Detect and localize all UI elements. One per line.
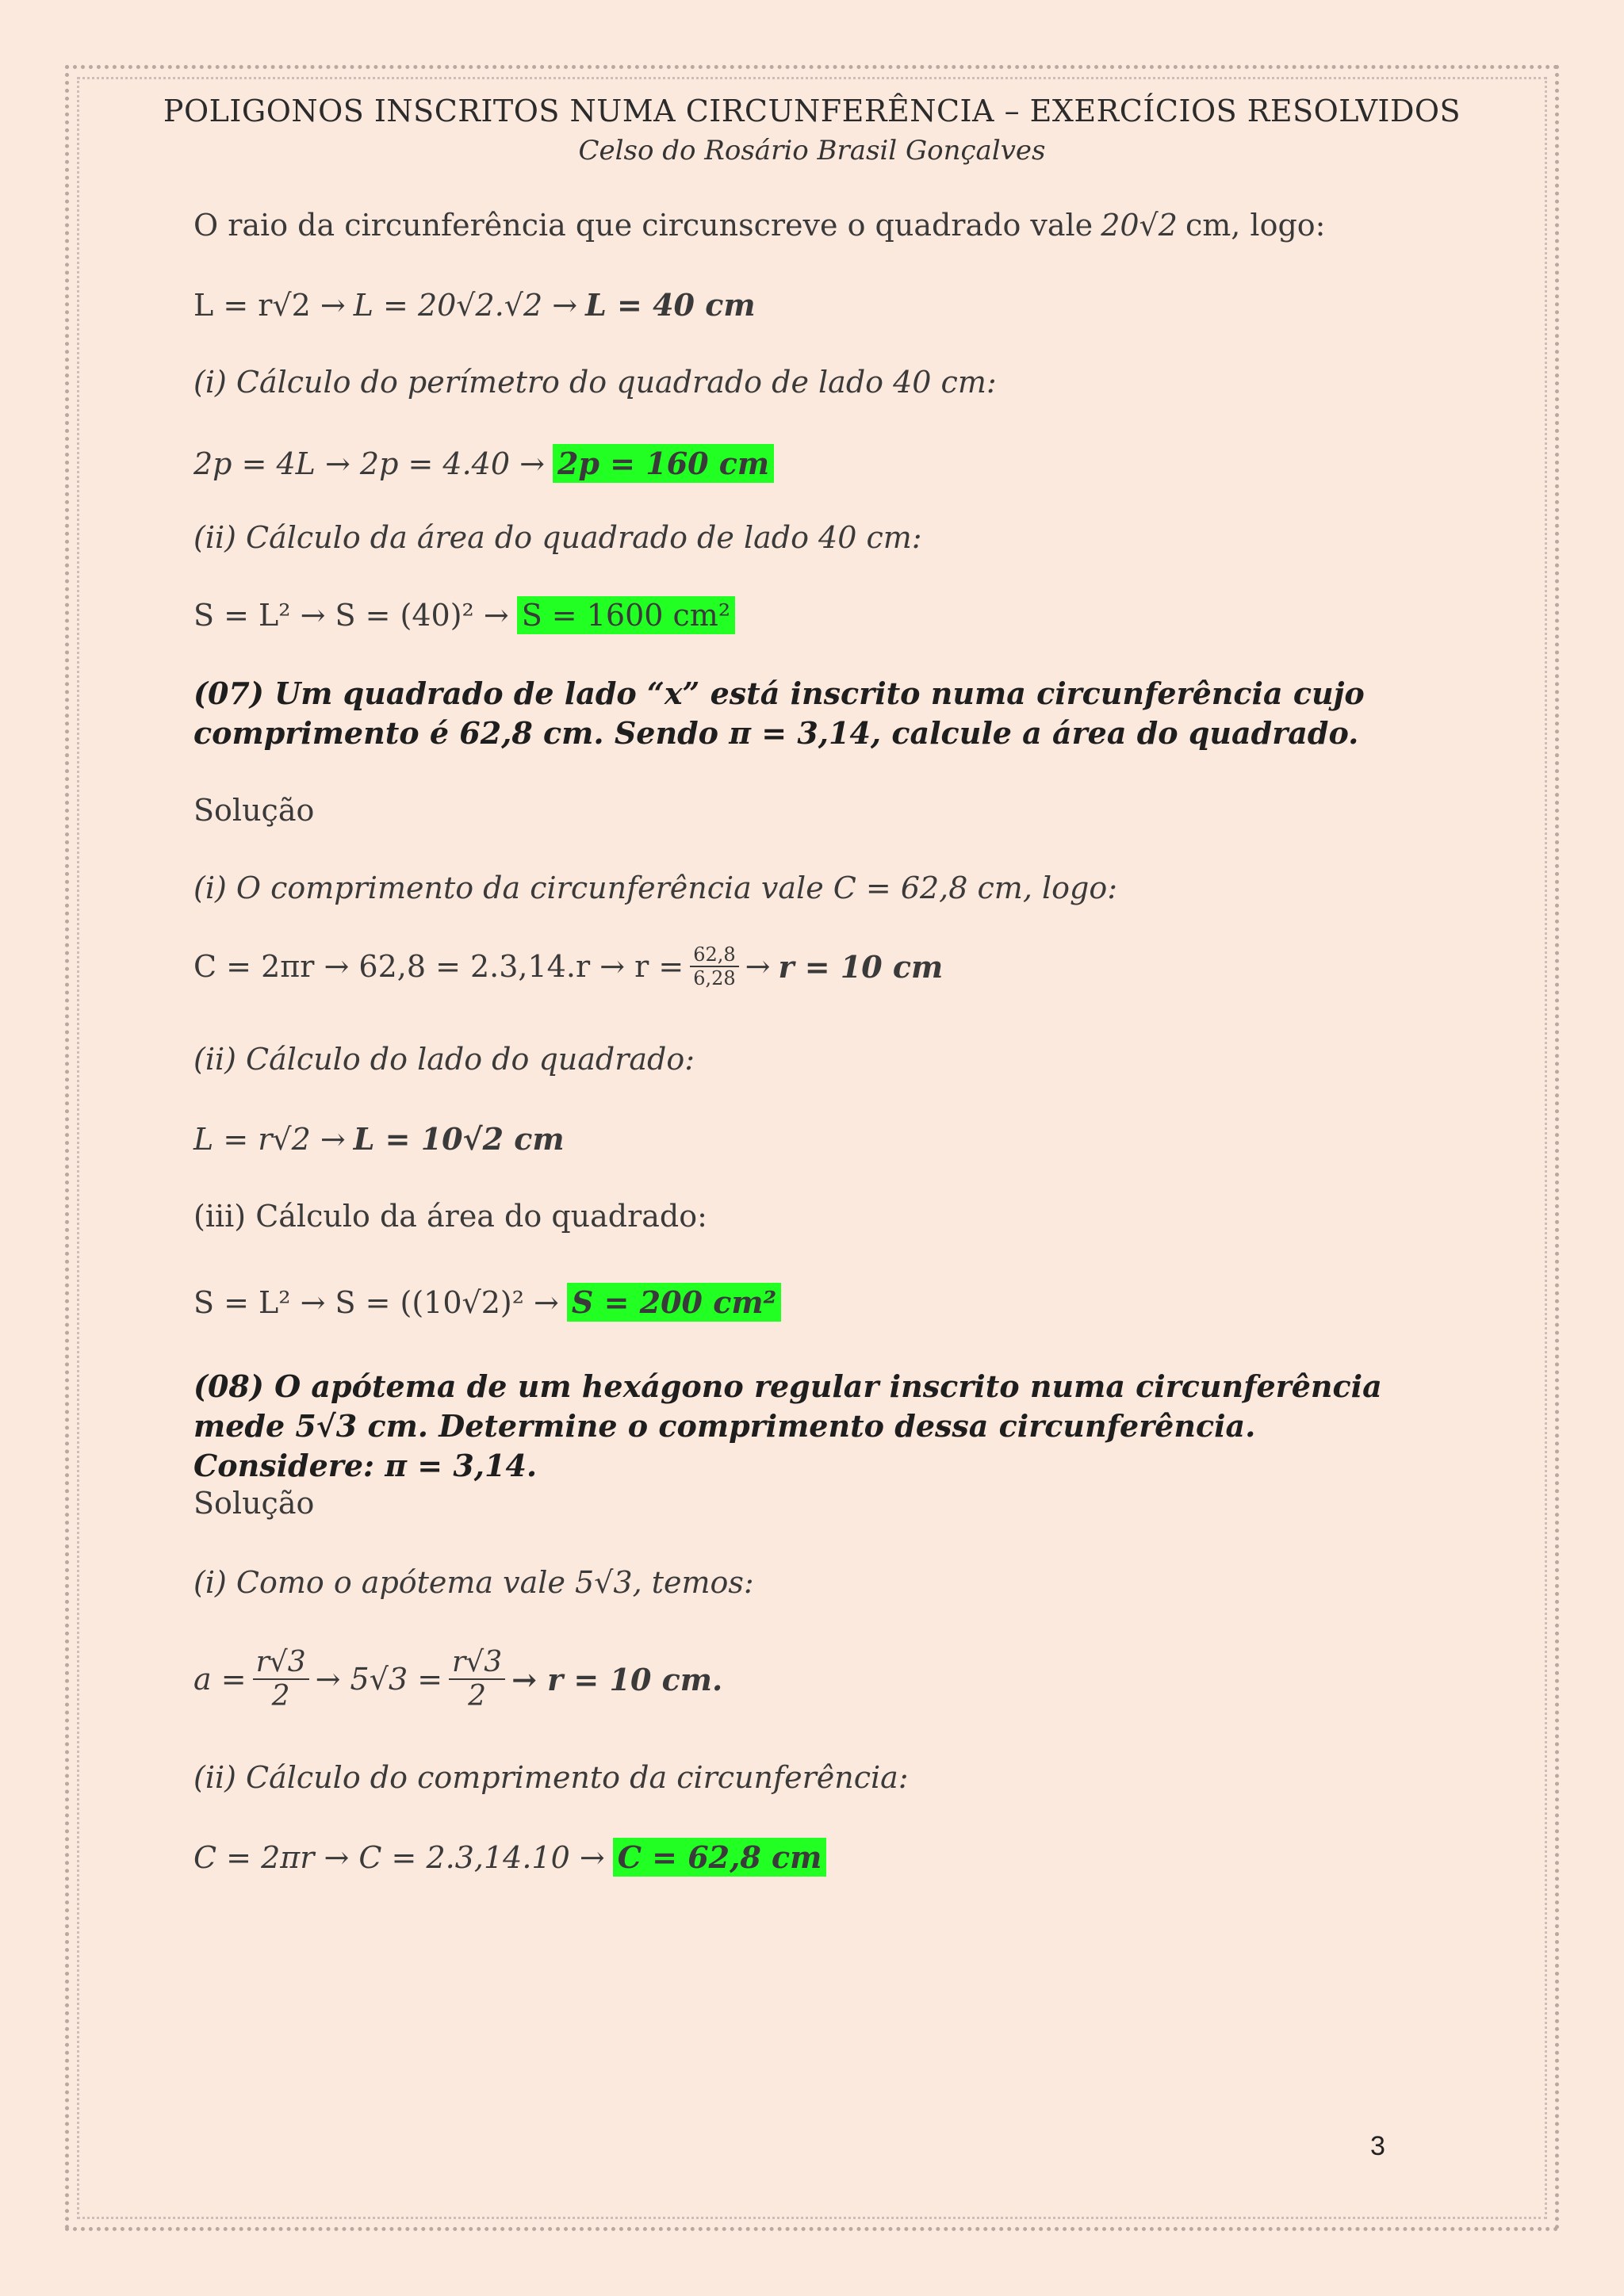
- circumference-length-equation: [193, 1838, 826, 1877]
- side-eq-part2: L = 20√2.√2 →: [353, 287, 578, 323]
- apothem-fraction-1: [253, 1646, 309, 1712]
- apothem-equation: [193, 1646, 722, 1712]
- page-author: Celso do Rosário Brasil Gonçalves: [578, 135, 1046, 166]
- area-result: S = 1600 cm²: [517, 596, 735, 634]
- apothem-result: → r = 10 cm.: [511, 1661, 723, 1697]
- radius-equation: C = 2πr → 62,8 = 2.3,14.r → r = $\frac{62,8}{6,28}$ → r = 10 cm: [193, 943, 944, 989]
- side-equation: [193, 287, 756, 323]
- radius-value: 20√2: [1101, 208, 1178, 243]
- square-side-equation: [193, 1121, 565, 1157]
- radius-eq: C = 2πr → 62,8 = 2.3,14.r → r =: [193, 949, 684, 984]
- square-area-equation: [193, 1283, 781, 1322]
- area-heading: (ii) Cálculo da área do quadrado de lado 40 cm:: [193, 520, 922, 555]
- square-side-heading: (ii) Cálculo do lado do quadrado:: [193, 1042, 695, 1077]
- solution-label-08: Solução: [193, 1486, 315, 1521]
- page-number: 3: [1370, 2131, 1385, 2161]
- square-side-result: L = 10√2 cm: [353, 1121, 565, 1157]
- circumference-result: C = 62,8 cm: [613, 1838, 827, 1877]
- radius-fraction: [690, 943, 738, 989]
- perimeter-equation: [193, 444, 774, 483]
- solution-label-07: Solução: [193, 793, 315, 828]
- square-area-heading: (iii) Cálculo da área do quadrado:: [193, 1199, 707, 1234]
- fraction-denominator: 6,28: [693, 967, 736, 989]
- side-result: L = 40 cm: [585, 287, 756, 323]
- page-title: POLIGONOS INSCRITOS NUMA CIRCUNFERÊNCIA – EXERCÍCIOS RESOLVIDOS: [163, 94, 1461, 128]
- circumference-length-heading: (ii) Cálculo do comprimento da circunferência:: [193, 1760, 909, 1795]
- apothem-eq-b: → 5√3 =: [315, 1662, 443, 1697]
- intro-line: [193, 208, 1325, 243]
- apothem-heading: (i) Como o apótema vale 5√3, temos:: [193, 1565, 754, 1600]
- area-equation: [193, 596, 735, 634]
- square-side-eq: L = r√2 →: [193, 1121, 346, 1157]
- fraction-numerator: r√3: [449, 1646, 505, 1680]
- exercise-08-statement: (08) O apótema de um hexágono regular inscrito numa circunferência mede 5√3 cm. Determine o comprimento dessa circunferência. Considere: π = 3,14.: [193, 1368, 1382, 1483]
- apothem-eq-a: a =: [193, 1662, 247, 1697]
- exercise-07-statement: (07) Um quadrado de lado “x” está inscrito numa circunferência cujo comprimento é 62,8 cm. Sendo π = 3,14, calcule a área do quadrado.: [193, 675, 1365, 751]
- area-eq: S = L² → S = (40)² →: [193, 598, 509, 633]
- intro-text: O raio da circunferência que circunscreve o quadrado vale: [193, 208, 1094, 243]
- fraction-denominator: 2: [468, 1680, 487, 1712]
- perimeter-result: 2p = 160 cm: [553, 444, 774, 483]
- fraction-denominator: 2: [271, 1680, 290, 1712]
- square-area-result: S = 200 cm²: [567, 1283, 781, 1322]
- apothem-fraction-2: [449, 1646, 505, 1712]
- fraction-numerator: r√3: [253, 1646, 309, 1680]
- fraction-numerator: 62,8: [690, 943, 738, 967]
- radius-result: r = 10 cm: [778, 948, 944, 985]
- intro-tail: cm, logo:: [1185, 208, 1326, 243]
- side-eq-part1: L = r√2 →: [193, 287, 346, 323]
- circumference-heading: (i) O comprimento da circunferência vale C = 62,8 cm, logo:: [193, 871, 1118, 905]
- circumference-eq: C = 2πr → C = 2.3,14.10 →: [193, 1839, 605, 1875]
- perimeter-eq: 2p = 4L → 2p = 4.40 →: [193, 446, 545, 481]
- square-area-eq: S = L² → S = ((10√2)² →: [193, 1284, 559, 1320]
- perimeter-heading: (i) Cálculo do perímetro do quadrado de lado 40 cm:: [193, 365, 997, 400]
